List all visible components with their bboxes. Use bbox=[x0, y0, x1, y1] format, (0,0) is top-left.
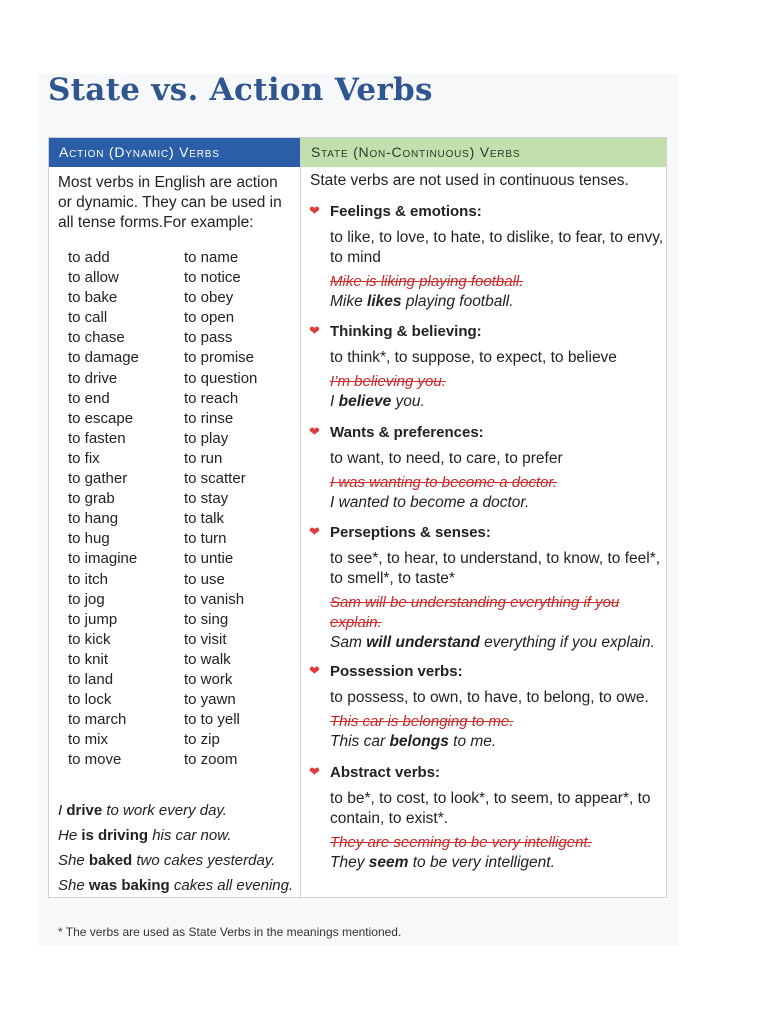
state-verbs-column bbox=[301, 138, 666, 897]
example-sentence bbox=[58, 873, 293, 898]
verb-item: to sing bbox=[184, 610, 229, 628]
verb-item: to untie bbox=[184, 550, 234, 568]
verb-item: to hang bbox=[68, 510, 119, 528]
verb-item: to land bbox=[68, 670, 114, 688]
verb-item: to gather bbox=[68, 470, 128, 488]
correct-pre: Mike bbox=[330, 293, 368, 310]
example-pre: He bbox=[58, 827, 82, 844]
verb-item: to bake bbox=[68, 289, 118, 307]
state-category bbox=[301, 523, 670, 653]
category-verb-list: to like, to love, to hate, to dislike, to fear, to envy, to mind bbox=[330, 229, 664, 266]
verb-item: to chase bbox=[68, 329, 125, 347]
verb-item: to play bbox=[184, 429, 229, 447]
correct-verb: likes bbox=[367, 293, 402, 310]
example-sentence bbox=[58, 823, 293, 848]
example-pre: She bbox=[58, 852, 89, 869]
example-verb: baked bbox=[88, 852, 133, 869]
verb-item: to jog bbox=[68, 590, 105, 608]
state-category bbox=[301, 763, 670, 873]
example-post: to work every day. bbox=[102, 802, 227, 819]
heart-icon: ❤ bbox=[309, 203, 320, 218]
heart-icon: ❤ bbox=[309, 424, 320, 439]
example-verb: drive bbox=[66, 802, 103, 819]
action-verbs-intro: Most verbs in English are action or dynamic. They can be used in all tense forms.For example: bbox=[58, 174, 282, 231]
verb-item: to promise bbox=[184, 349, 255, 367]
example-verb: was baking bbox=[88, 877, 170, 894]
correct-example bbox=[330, 853, 670, 873]
correct-example bbox=[330, 292, 670, 312]
category-verb-list: to want, to need, to care, to prefer bbox=[330, 450, 563, 467]
correct-post: playing football. bbox=[401, 293, 514, 310]
correct-pre: They bbox=[330, 854, 369, 871]
heart-icon: ❤ bbox=[309, 323, 320, 338]
verb-item: to end bbox=[68, 389, 110, 407]
verb-item: to zip bbox=[184, 731, 220, 749]
category-verb-list: to be*, to cost, to look*, to seem, to appear*, to contain, to exist*. bbox=[330, 790, 651, 827]
verb-item: to jump bbox=[68, 610, 118, 628]
example-verb: is driving bbox=[81, 827, 149, 844]
verb-item: to escape bbox=[68, 409, 134, 427]
verb-item: to stay bbox=[184, 490, 229, 508]
correct-pre: Sam bbox=[330, 634, 367, 651]
verb-item: to grab bbox=[68, 490, 115, 508]
category-title: Wants & preferences: bbox=[330, 424, 484, 441]
verb-item: to zoom bbox=[184, 751, 238, 769]
category-title: Perseptions & senses: bbox=[330, 524, 491, 541]
example-post: his car now. bbox=[148, 827, 232, 844]
incorrect-example: I’m believing you. bbox=[330, 373, 446, 390]
verb-item: to turn bbox=[184, 530, 227, 548]
correct-example bbox=[330, 493, 670, 513]
verb-item: to use bbox=[184, 570, 225, 588]
verb-item: to scatter bbox=[184, 470, 246, 488]
heart-icon: ❤ bbox=[309, 663, 320, 678]
incorrect-example: They are seeming to be very intelligent. bbox=[330, 834, 592, 851]
correct-post: to be very intelligent. bbox=[408, 854, 555, 871]
correct-pre: This car bbox=[330, 733, 390, 750]
action-verbs-header: Action (Dynamic) Verbs bbox=[49, 138, 300, 167]
correct-post: everything if you explain. bbox=[479, 634, 655, 651]
verb-item: to itch bbox=[68, 570, 109, 588]
verb-item: to knit bbox=[68, 650, 109, 668]
correct-post: to me. bbox=[448, 733, 497, 750]
action-examples bbox=[58, 798, 293, 898]
correct-pre: I wanted to become a doctor. bbox=[330, 494, 530, 511]
action-verbs-column bbox=[49, 138, 301, 897]
verb-item: to reach bbox=[184, 389, 239, 407]
action-verb-list bbox=[68, 248, 293, 770]
state-category bbox=[301, 423, 670, 513]
example-sentence bbox=[58, 848, 293, 873]
example-post: cakes all evening. bbox=[169, 877, 294, 894]
state-category bbox=[301, 322, 670, 412]
correct-pre: I bbox=[330, 393, 339, 410]
verb-item: to rinse bbox=[184, 409, 234, 427]
state-category bbox=[301, 202, 670, 312]
state-verbs-intro: State verbs are not used in continuous tenses. bbox=[310, 172, 629, 189]
verb-item: to drive bbox=[68, 369, 118, 387]
correct-verb: believe bbox=[338, 393, 392, 410]
verb-item: to to yell bbox=[184, 711, 240, 729]
heart-icon: ❤ bbox=[309, 764, 320, 779]
category-title: Possession verbs: bbox=[330, 663, 463, 680]
verb-item: to name bbox=[184, 249, 239, 266]
example-post: two cakes yesterday. bbox=[132, 852, 276, 869]
verb-item: to move bbox=[68, 751, 122, 769]
footnote: * The verbs are used as State Verbs in the meanings mentioned. bbox=[58, 925, 402, 939]
page-title: State vs. Action Verbs bbox=[48, 72, 433, 108]
verb-item: to yawn bbox=[184, 691, 236, 709]
verb-item: to notice bbox=[184, 269, 241, 287]
example-pre: I bbox=[58, 802, 67, 819]
verb-item: to add bbox=[68, 249, 110, 266]
verb-item: to fasten bbox=[68, 429, 126, 447]
correct-example bbox=[330, 633, 670, 653]
verb-item: to open bbox=[184, 309, 235, 327]
verb-item: to question bbox=[184, 369, 258, 387]
verb-item: to walk bbox=[184, 650, 231, 668]
verb-item: to call bbox=[68, 309, 108, 327]
category-title: Abstract verbs: bbox=[330, 764, 441, 781]
category-title: Feelings & emotions: bbox=[330, 203, 482, 220]
verb-item: to mix bbox=[68, 731, 109, 749]
example-pre: She bbox=[58, 877, 89, 894]
incorrect-example: I was wanting to become a doctor. bbox=[330, 474, 558, 491]
verb-item: to damage bbox=[68, 349, 139, 367]
correct-example bbox=[330, 732, 670, 752]
verb-item: to work bbox=[184, 670, 233, 688]
category-verb-list: to think*, to suppose, to expect, to believe bbox=[330, 349, 617, 366]
state-category bbox=[301, 662, 670, 752]
comparison-table bbox=[48, 137, 667, 898]
heart-icon: ❤ bbox=[309, 524, 320, 539]
verb-item: to march bbox=[68, 711, 127, 729]
correct-verb: will understand bbox=[366, 634, 480, 651]
incorrect-example: Mike is liking playing football. bbox=[330, 273, 524, 290]
verb-item: to imagine bbox=[68, 550, 138, 568]
verb-item: to hug bbox=[68, 530, 110, 548]
correct-post: you. bbox=[391, 393, 425, 410]
verb-item: to kick bbox=[68, 630, 111, 648]
incorrect-example: This car is belonging to me. bbox=[330, 713, 514, 730]
verb-item: to obey bbox=[184, 289, 234, 307]
example-sentence bbox=[58, 798, 293, 823]
incorrect-example: Sam will be understanding everything if you explain. bbox=[330, 594, 620, 631]
category-verb-list: to possess, to own, to have, to belong, to owe. bbox=[330, 689, 649, 706]
correct-verb: belongs bbox=[389, 733, 449, 750]
state-verbs-header: State (Non-Continuous) Verbs bbox=[301, 138, 666, 167]
verb-item: to pass bbox=[184, 329, 233, 347]
correct-example bbox=[330, 392, 670, 412]
category-verb-list: to see*, to hear, to understand, to know, to feel*, to smell*, to taste* bbox=[330, 550, 661, 587]
verb-item: to fix bbox=[68, 449, 100, 467]
verb-item: to vanish bbox=[184, 590, 245, 608]
verb-item: to visit bbox=[184, 630, 227, 648]
verb-item: to talk bbox=[184, 510, 225, 528]
correct-verb: seem bbox=[368, 854, 409, 871]
category-title: Thinking & believing: bbox=[330, 323, 482, 340]
verb-item: to allow bbox=[68, 269, 119, 287]
verb-item: to run bbox=[184, 449, 223, 467]
verb-item: to lock bbox=[68, 691, 112, 709]
